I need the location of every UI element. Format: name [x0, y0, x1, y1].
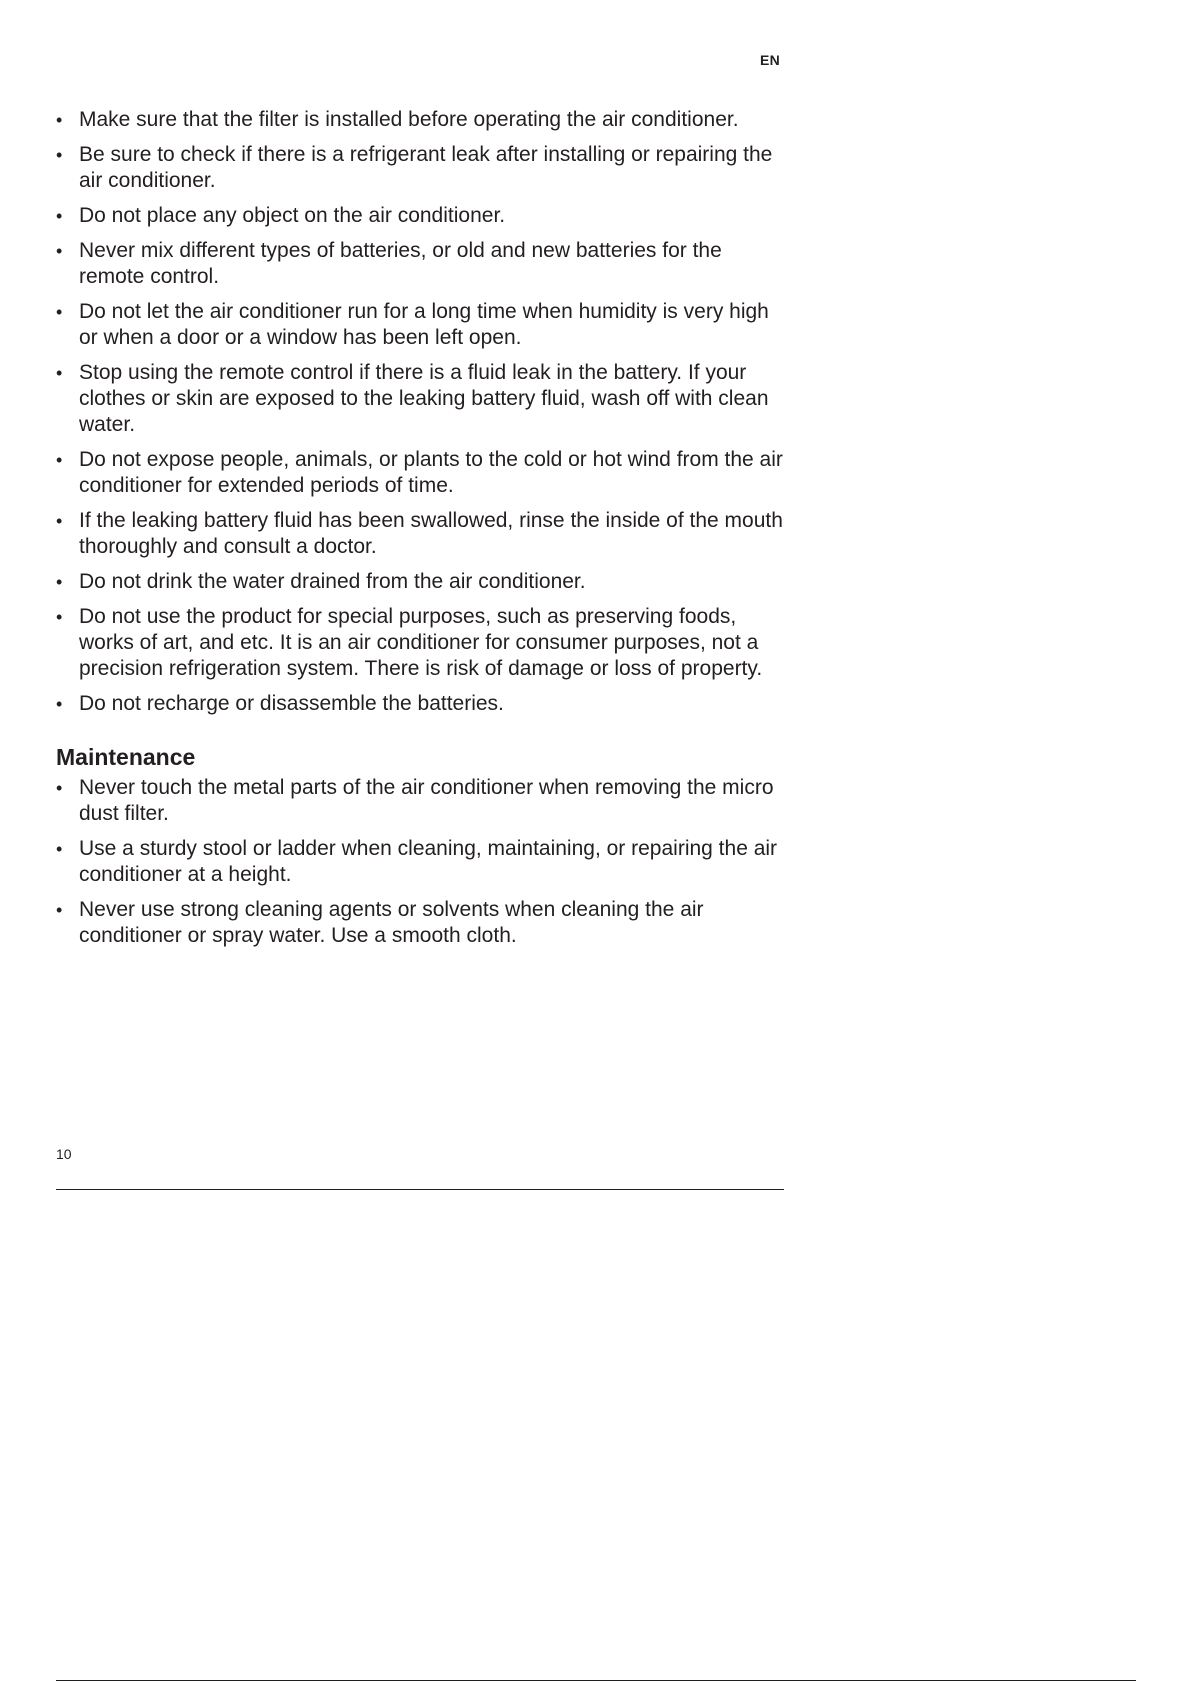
list-item: • Make sure that the filter is installed before operating the air conditioner. — [56, 107, 786, 133]
list-item: • Use a sturdy stool or ladder when cleaning, maintaining, or repairing the air conditioner at a height. — [56, 836, 786, 888]
page-content — [56, 107, 786, 958]
list-item: • Do not recharge or disassemble the batteries. — [56, 691, 786, 717]
language-label: EN — [760, 52, 781, 68]
list-item: • Never use strong cleaning agents or solvents when cleaning the air conditioner or spray water. Use a smooth cloth. — [56, 897, 786, 949]
list-item: • Do not drink the water drained from the air conditioner. — [56, 569, 786, 595]
list-item: • Be sure to check if there is a refrigerant leak after installing or repairing the air conditioner. — [56, 142, 786, 194]
list-item: • Do not expose people, animals, or plants to the cold or hot wind from the air conditioner for extended periods of time. — [56, 447, 786, 499]
list-item: • Do not place any object on the air conditioner. — [56, 203, 786, 229]
maintenance-list — [56, 775, 786, 949]
list-item: • Do not let the air conditioner run for a long time when humidity is very high or when a door or a window has been left open. — [56, 299, 786, 351]
list-item: • Stop using the remote control if there is a fluid leak in the battery. If your clothes or skin are exposed to the leaking battery fluid, wash off with clean water. — [56, 360, 786, 438]
page-bottom-divider — [56, 1680, 1136, 1681]
list-item: • Never touch the metal parts of the air conditioner when removing the micro dust filter. — [56, 775, 786, 827]
list-item: • Never mix different types of batteries, or old and new batteries for the remote control. — [56, 238, 786, 290]
list-item: • If the leaking battery fluid has been swallowed, rinse the inside of the mouth thoroughly and consult a doctor. — [56, 508, 786, 560]
page-number: 10 — [56, 1146, 72, 1162]
maintenance-heading: Maintenance — [56, 744, 196, 770]
safety-list — [56, 107, 786, 717]
list-item: • Do not use the product for special purposes, such as preserving foods, works of art, and etc. It is an air conditioner for consumer purposes, not a precision refrigeration system. There is risk of damage or loss of property. — [56, 604, 786, 682]
footer-divider — [56, 1189, 784, 1190]
